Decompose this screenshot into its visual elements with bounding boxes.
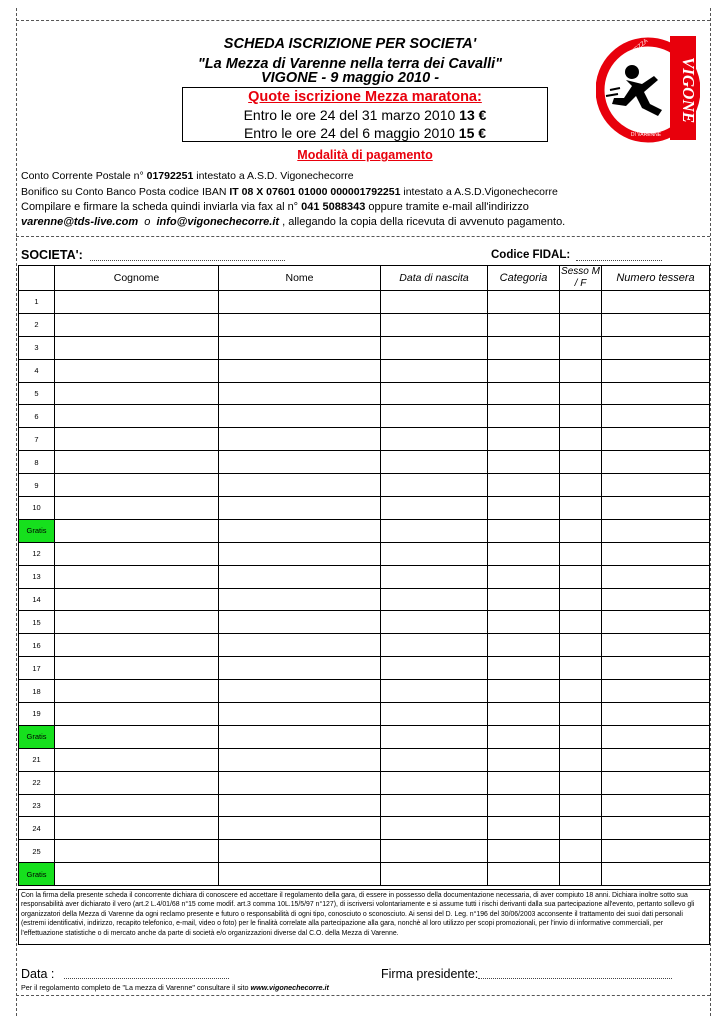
table-row	[19, 634, 710, 657]
cognome-cell[interactable]	[55, 680, 219, 703]
data-nascita-cell[interactable]	[381, 817, 488, 840]
categoria-cell[interactable]	[488, 703, 560, 726]
sesso-cell[interactable]	[560, 359, 602, 382]
categoria-cell[interactable]	[488, 817, 560, 840]
tessera-cell[interactable]	[602, 657, 710, 680]
cognome-cell[interactable]	[55, 359, 219, 382]
categoria-cell[interactable]	[488, 611, 560, 634]
col-nome-header: Nome	[219, 266, 381, 291]
row-number: 13	[19, 565, 55, 588]
data-nascita-cell[interactable]	[381, 313, 488, 336]
nome-cell[interactable]	[219, 725, 381, 748]
frame-bottom	[16, 995, 710, 996]
col-cognome-header: Cognome	[55, 266, 219, 291]
nome-cell[interactable]	[219, 474, 381, 497]
row-number: 12	[19, 542, 55, 565]
logo-side-text: VIGONE	[679, 56, 698, 124]
categoria-cell[interactable]	[488, 474, 560, 497]
fax-suffix: oppure tramite e-mail all'indirizzo	[365, 201, 529, 213]
tessera-cell[interactable]	[602, 588, 710, 611]
data-nascita-cell[interactable]	[381, 863, 488, 886]
table-row	[19, 725, 710, 748]
fees-title: Quote iscrizione Mezza maratona:	[248, 89, 482, 105]
sesso-cell[interactable]	[560, 313, 602, 336]
row-number: 9	[19, 474, 55, 497]
nome-cell[interactable]	[219, 291, 381, 314]
data-nascita-cell[interactable]	[381, 542, 488, 565]
nome-cell[interactable]	[219, 313, 381, 336]
categoria-cell[interactable]	[488, 748, 560, 771]
iban-number: IT 08 X 07601 01000 000001792251	[229, 186, 401, 198]
categoria-cell[interactable]	[488, 428, 560, 451]
nome-cell[interactable]	[219, 680, 381, 703]
payment-title: Modalità di pagamento	[297, 148, 433, 162]
footer-prefix: Per il regolamento completo de "La mezza di Varenne" consultare il sito	[21, 983, 251, 992]
table-row	[19, 474, 710, 497]
ccp-prefix: Conto Corrente Postale n°	[21, 170, 147, 182]
table-row	[19, 497, 710, 520]
cognome-cell[interactable]	[55, 771, 219, 794]
signature-label: Firma presidente:	[381, 967, 479, 981]
nome-cell[interactable]	[219, 405, 381, 428]
tessera-cell[interactable]	[602, 703, 710, 726]
tessera-cell[interactable]	[602, 336, 710, 359]
row-number: 4	[19, 359, 55, 382]
tessera-cell[interactable]	[602, 863, 710, 886]
col-categoria-header: Categoria	[488, 266, 560, 291]
sesso-cell[interactable]	[560, 497, 602, 520]
row-number: 16	[19, 634, 55, 657]
data-nascita-cell[interactable]	[381, 794, 488, 817]
cognome-cell[interactable]	[55, 863, 219, 886]
cognome-cell[interactable]	[55, 336, 219, 359]
cognome-cell[interactable]	[55, 313, 219, 336]
data-nascita-cell[interactable]	[381, 474, 488, 497]
categoria-cell[interactable]	[488, 497, 560, 520]
tessera-cell[interactable]	[602, 725, 710, 748]
table-row	[19, 588, 710, 611]
categoria-cell[interactable]	[488, 588, 560, 611]
row-number: 6	[19, 405, 55, 428]
sesso-cell[interactable]	[560, 634, 602, 657]
cognome-cell[interactable]	[55, 840, 219, 863]
footer-website-link[interactable]: www.vigonechecorre.it	[250, 983, 329, 992]
table-row	[19, 611, 710, 634]
data-nascita-cell[interactable]	[381, 771, 488, 794]
tessera-cell[interactable]	[602, 634, 710, 657]
tessera-cell[interactable]	[602, 611, 710, 634]
categoria-cell[interactable]	[488, 382, 560, 405]
table-row	[19, 382, 710, 405]
sesso-cell[interactable]	[560, 382, 602, 405]
cognome-cell[interactable]	[55, 428, 219, 451]
fees-box	[182, 87, 548, 142]
row-number: 8	[19, 451, 55, 474]
nome-cell[interactable]	[219, 703, 381, 726]
nome-cell[interactable]	[219, 863, 381, 886]
sesso-cell[interactable]	[560, 725, 602, 748]
data-nascita-cell[interactable]	[381, 519, 488, 542]
categoria-cell[interactable]	[488, 336, 560, 359]
cognome-cell[interactable]	[55, 519, 219, 542]
email-1[interactable]: varenne@tds-live.com	[21, 216, 139, 228]
cognome-cell[interactable]	[55, 611, 219, 634]
cognome-cell[interactable]	[55, 291, 219, 314]
data-nascita-cell[interactable]	[381, 748, 488, 771]
table-row	[19, 519, 710, 542]
table-row	[19, 565, 710, 588]
tessera-cell[interactable]	[602, 817, 710, 840]
sesso-cell[interactable]	[560, 405, 602, 428]
signature-field[interactable]	[478, 978, 672, 979]
frame-top	[16, 20, 710, 21]
tessera-cell[interactable]	[602, 428, 710, 451]
nome-cell[interactable]	[219, 428, 381, 451]
nome-cell[interactable]	[219, 542, 381, 565]
logo-bottom-text: DI VARENNE	[630, 132, 662, 138]
fax-prefix: Compilare e firmare la scheda quindi inviarla via fax al n°	[21, 201, 302, 213]
data-nascita-cell[interactable]	[381, 565, 488, 588]
nome-cell[interactable]	[219, 497, 381, 520]
societa-label: SOCIETA':	[21, 248, 83, 262]
data-nascita-cell[interactable]	[381, 725, 488, 748]
sesso-cell[interactable]	[560, 542, 602, 565]
table-row	[19, 680, 710, 703]
postal-account-line	[21, 170, 354, 182]
fee-line-2	[183, 125, 547, 141]
row-number: 1	[19, 291, 55, 314]
athletes-table	[18, 265, 710, 886]
iban-line	[21, 186, 558, 198]
table-row	[19, 863, 710, 886]
tessera-cell[interactable]	[602, 451, 710, 474]
row-number: 5	[19, 382, 55, 405]
categoria-cell[interactable]	[488, 680, 560, 703]
categoria-cell[interactable]	[488, 634, 560, 657]
sesso-cell[interactable]	[560, 863, 602, 886]
runner-logo-icon	[596, 34, 700, 146]
table-row	[19, 291, 710, 314]
col-sesso-header: Sesso M / F	[561, 266, 600, 289]
tessera-cell[interactable]	[602, 474, 710, 497]
table-row	[19, 336, 710, 359]
ccp-suffix: intestato a A.S.D. Vigonechecorre	[193, 170, 354, 182]
sesso-cell[interactable]	[560, 680, 602, 703]
sesso-cell[interactable]	[560, 451, 602, 474]
tessera-cell[interactable]	[602, 771, 710, 794]
tessera-cell[interactable]	[602, 313, 710, 336]
nome-cell[interactable]	[219, 817, 381, 840]
categoria-cell[interactable]	[488, 794, 560, 817]
col-data-nascita-header: Data di nascita	[381, 266, 488, 291]
form-title: SCHEDA ISCRIZIONE PER SOCIETA'	[223, 36, 477, 52]
data-nascita-cell[interactable]	[381, 428, 488, 451]
table-row	[19, 703, 710, 726]
cognome-cell[interactable]	[55, 382, 219, 405]
table-row	[19, 405, 710, 428]
categoria-cell[interactable]	[488, 725, 560, 748]
disclaimer-text: Con la firma della presente scheda il concorrente dichiara di conoscere ed accettare il regolamento della gara, di essere in possesso della documentazione necessaria, di aver compiuto 18 anni. Dichiara inoltre sotto sua responsabilità aver dichiarato il vero (art.2 L.4/01/68 n°15 come modif. art.3 comma 10L.15/5/97 n°127), di iscriversi volontariamente e si assume tutti i rischi derivanti dalla sua partecipazione all'evento, pertanto sollevo gli organizzatori della Mezza di Varenne da ogni reclamo presente e futuro o responsabilità di ogni tipo, conosciuto o sconosciuto. Ai sensi del D. Leg. n°196 del 30/06/2003 acconsente il trattamento dei suoi dati personali (estremi identificativi, indirizzo, recapito telefonico, e-mail, video o foto) per le finalità correlate alla partecipazione alla gara, nonchè al loro utilizzo per scopi promozionali, per l'invio di informative commerciali, per l'effettuazione statistiche o di mercato anche da parte di società e/o organizzazioni diverse dal C.O. della Mezza di Varenne.	[18, 889, 710, 945]
categoria-cell[interactable]	[488, 863, 560, 886]
tessera-cell[interactable]	[602, 359, 710, 382]
data-nascita-cell[interactable]	[381, 840, 488, 863]
table-row	[19, 428, 710, 451]
data-nascita-cell[interactable]	[381, 382, 488, 405]
cognome-cell[interactable]	[55, 703, 219, 726]
fee-line-1	[183, 107, 547, 123]
email-separator: o	[138, 216, 157, 228]
categoria-cell[interactable]	[488, 840, 560, 863]
cognome-cell[interactable]	[55, 588, 219, 611]
sesso-cell[interactable]	[560, 703, 602, 726]
sesso-cell[interactable]	[560, 291, 602, 314]
email-line	[21, 216, 565, 228]
row-gratis-label: Gratis	[19, 519, 55, 542]
nome-cell[interactable]	[219, 359, 381, 382]
nome-cell[interactable]	[219, 519, 381, 542]
data-nascita-cell[interactable]	[381, 680, 488, 703]
row-gratis-label: Gratis	[19, 725, 55, 748]
data-nascita-cell[interactable]	[381, 634, 488, 657]
iban-prefix: Bonifico su Conto Banco Posta codice IBAN	[21, 186, 230, 198]
tessera-cell[interactable]	[602, 497, 710, 520]
categoria-cell[interactable]	[488, 359, 560, 382]
nome-cell[interactable]	[219, 771, 381, 794]
data-nascita-cell[interactable]	[381, 611, 488, 634]
table-row	[19, 817, 710, 840]
sesso-cell[interactable]	[560, 428, 602, 451]
tessera-cell[interactable]	[602, 794, 710, 817]
data-nascita-cell[interactable]	[381, 405, 488, 428]
table-row	[19, 313, 710, 336]
fee-line-1-text: Entro le ore 24 del 31 marzo 2010	[243, 107, 460, 123]
fidal-label: Codice FIDAL:	[491, 249, 571, 261]
fee-line-2-price: 15 €	[458, 125, 487, 141]
cognome-cell[interactable]	[55, 794, 219, 817]
table-row	[19, 657, 710, 680]
col-number-header	[19, 266, 55, 291]
sesso-cell[interactable]	[560, 840, 602, 863]
fee-line-2-text: Entro le ore 24 del 6 maggio 2010	[243, 125, 459, 141]
tessera-cell[interactable]	[602, 565, 710, 588]
table-row	[19, 794, 710, 817]
fidal-field[interactable]	[576, 260, 662, 261]
categoria-cell[interactable]	[488, 542, 560, 565]
fax-number: 041 5088343	[301, 201, 366, 213]
categoria-cell[interactable]	[488, 405, 560, 428]
row-number: 17	[19, 657, 55, 680]
sesso-cell[interactable]	[560, 771, 602, 794]
categoria-cell[interactable]	[488, 657, 560, 680]
logo-top-text: LA MEZZA	[623, 38, 650, 62]
tessera-cell[interactable]	[602, 680, 710, 703]
event-name: "La Mezza di Varenne nella terra dei Cavalli"	[197, 56, 503, 72]
ccp-number: 01792251	[146, 170, 194, 182]
fax-line	[21, 201, 529, 213]
row-number: 24	[19, 817, 55, 840]
row-number: 10	[19, 497, 55, 520]
nome-cell[interactable]	[219, 588, 381, 611]
row-number: 23	[19, 794, 55, 817]
data-nascita-cell[interactable]	[381, 588, 488, 611]
nome-cell[interactable]	[219, 748, 381, 771]
categoria-cell[interactable]	[488, 451, 560, 474]
sesso-cell[interactable]	[560, 794, 602, 817]
nome-cell[interactable]	[219, 840, 381, 863]
table-row	[19, 840, 710, 863]
data-nascita-cell[interactable]	[381, 703, 488, 726]
tessera-cell[interactable]	[602, 519, 710, 542]
sesso-cell[interactable]	[560, 588, 602, 611]
nome-cell[interactable]	[219, 451, 381, 474]
tessera-cell[interactable]	[602, 405, 710, 428]
email-2[interactable]: info@vigonechecorre.it	[156, 216, 280, 228]
data-nascita-cell[interactable]	[381, 451, 488, 474]
cognome-cell[interactable]	[55, 542, 219, 565]
row-number: 15	[19, 611, 55, 634]
tessera-cell[interactable]	[602, 840, 710, 863]
categoria-cell[interactable]	[488, 313, 560, 336]
row-number: 18	[19, 680, 55, 703]
table-header-row	[19, 266, 710, 291]
tessera-cell[interactable]	[602, 748, 710, 771]
row-number: 21	[19, 748, 55, 771]
col-tessera-header: Numero tessera	[602, 266, 710, 291]
categoria-cell[interactable]	[488, 291, 560, 314]
data-nascita-cell[interactable]	[381, 657, 488, 680]
nome-cell[interactable]	[219, 657, 381, 680]
row-number: 25	[19, 840, 55, 863]
categoria-cell[interactable]	[488, 771, 560, 794]
row-gratis-label: Gratis	[19, 863, 55, 886]
row-number: 3	[19, 336, 55, 359]
tessera-cell[interactable]	[602, 382, 710, 405]
table-row	[19, 542, 710, 565]
iban-suffix: intestato a A.S.D.Vigonechecorre	[400, 186, 558, 198]
sesso-cell[interactable]	[560, 474, 602, 497]
row-number: 22	[19, 771, 55, 794]
row-number: 7	[19, 428, 55, 451]
nome-cell[interactable]	[219, 794, 381, 817]
date-field[interactable]	[64, 978, 229, 979]
frame-divider	[16, 236, 710, 237]
sesso-cell[interactable]	[560, 817, 602, 840]
footer-note	[21, 983, 329, 992]
table-row	[19, 451, 710, 474]
nome-cell[interactable]	[219, 611, 381, 634]
row-number: 14	[19, 588, 55, 611]
sesso-cell[interactable]	[560, 611, 602, 634]
table-row	[19, 748, 710, 771]
sesso-cell[interactable]	[560, 748, 602, 771]
row-number: 19	[19, 703, 55, 726]
cognome-cell[interactable]	[55, 474, 219, 497]
nome-cell[interactable]	[219, 565, 381, 588]
data-nascita-cell[interactable]	[381, 336, 488, 359]
cognome-cell[interactable]	[55, 657, 219, 680]
cognome-cell[interactable]	[55, 451, 219, 474]
data-nascita-cell[interactable]	[381, 359, 488, 382]
sesso-cell[interactable]	[560, 519, 602, 542]
event-date: VIGONE - 9 maggio 2010 -	[260, 70, 440, 86]
societa-field[interactable]	[90, 260, 285, 261]
data-nascita-cell[interactable]	[381, 497, 488, 520]
sesso-cell[interactable]	[560, 657, 602, 680]
cognome-cell[interactable]	[55, 725, 219, 748]
nome-cell[interactable]	[219, 382, 381, 405]
cognome-cell[interactable]	[55, 748, 219, 771]
row-number: 2	[19, 313, 55, 336]
cognome-cell[interactable]	[55, 405, 219, 428]
sesso-cell[interactable]	[560, 336, 602, 359]
tessera-cell[interactable]	[602, 542, 710, 565]
cognome-cell[interactable]	[55, 817, 219, 840]
cognome-cell[interactable]	[55, 634, 219, 657]
date-label: Data :	[21, 967, 55, 981]
categoria-cell[interactable]	[488, 519, 560, 542]
cognome-cell[interactable]	[55, 497, 219, 520]
nome-cell[interactable]	[219, 634, 381, 657]
tessera-cell[interactable]	[602, 291, 710, 314]
fee-line-1-price: 13 €	[459, 107, 487, 123]
nome-cell[interactable]	[219, 336, 381, 359]
data-nascita-cell[interactable]	[381, 291, 488, 314]
email-suffix: , allegando la copia della ricevuta di avvenuto pagamento.	[279, 216, 566, 228]
table-row	[19, 359, 710, 382]
categoria-cell[interactable]	[488, 565, 560, 588]
sesso-cell[interactable]	[560, 565, 602, 588]
cognome-cell[interactable]	[55, 565, 219, 588]
table-row	[19, 771, 710, 794]
